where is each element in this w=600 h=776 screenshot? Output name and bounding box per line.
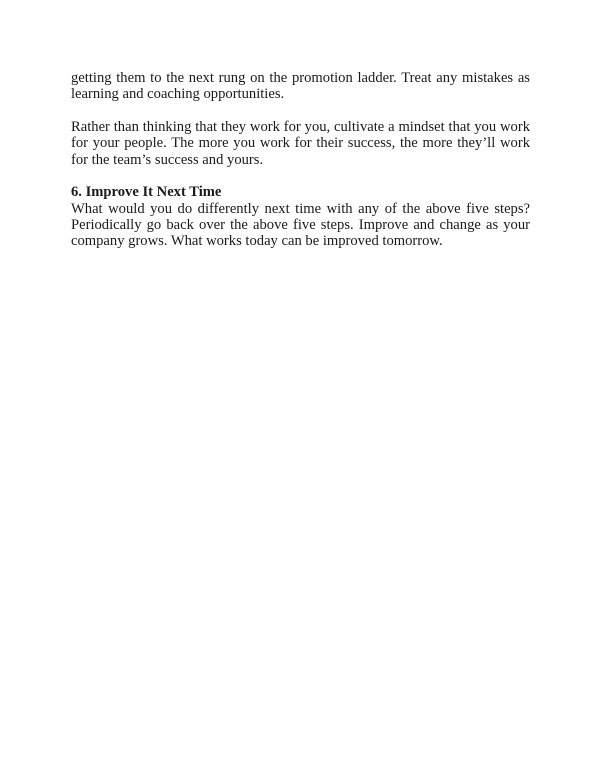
page-content (71, 70, 530, 250)
paragraph-promotion-ladder: getting them to the next rung on the promotion ladder. Treat any mistakes as learning and coaching opportunities. (71, 70, 530, 103)
section-body: What would you do differently next time with any of the above five steps? Periodically go back over the above five steps. Improve and change as your company grows. What works today can be improved tomorrow. (71, 200, 530, 250)
section-heading: 6. Improve It Next Time (71, 184, 222, 201)
paragraph-work-for-your-people: Rather than thinking that they work for you, cultivate a mindset that you work for your people. The more you work for their success, the more they’ll work for the team’s success and yours. (71, 119, 530, 168)
